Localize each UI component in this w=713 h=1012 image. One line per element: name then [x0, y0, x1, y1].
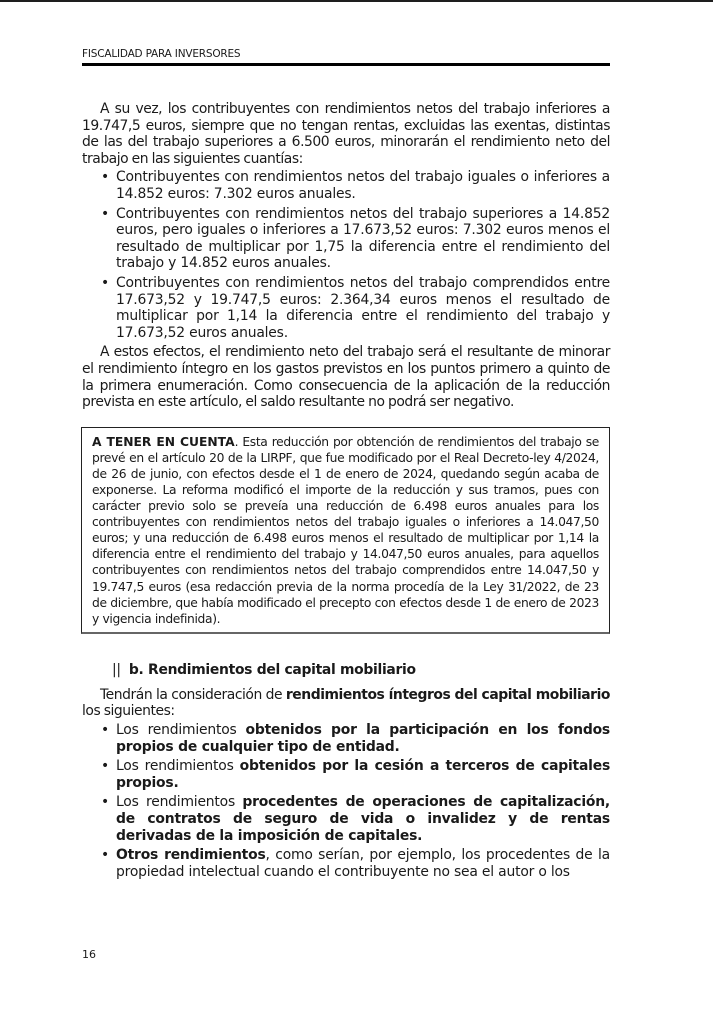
section-marker-icon: ||: [112, 661, 121, 678]
paragraph-intro: A su vez, los contribuyentes con rendimientos netos del trabajo inferiores a 19.747,5 euros, siempre que no tengan rentas, excluidas las exentas, distintas de las del trabajo superiores a 6.500 euros, minorarán el rendimiento neto del trabajo en las siguientes cuantías:: [82, 101, 610, 167]
bullet-icon: •: [101, 169, 109, 186]
item-text: Los rendimientos: [116, 758, 240, 775]
list-item: [101, 794, 610, 844]
paragraph-effects: A estos efectos, el rendimiento neto del trabajo será el resultante de minorar el rendimiento íntegro en los gastos previstos en los puntos primero a quinto de la primera enumeración. Como consecuencia de la aplicación de la reducción prevista en este artículo, el saldo resultante no podrá ser negativo.: [82, 344, 610, 411]
intro-text-end: los siguientes:: [82, 703, 175, 720]
bullet-icon: •: [101, 847, 109, 864]
item-bold-text: obtenidos por la cesión a terceros de capitales propios.: [116, 758, 611, 791]
capital-list: [82, 722, 610, 880]
list-item: [101, 847, 610, 880]
header-rule: [82, 63, 610, 66]
item-bold-text: procedentes de operaciones de capitalización, de contratos de seguro de vida o invalidez y de rentas derivadas de la imposición de capitales.: [116, 794, 610, 844]
note-text: [92, 434, 599, 627]
list-item: [101, 758, 611, 791]
section-title: b. Rendimientos del capital mobiliario: [128, 661, 416, 678]
item-text: Los rendimientos: [116, 722, 246, 738]
running-header: [82, 48, 610, 66]
running-title: FISCALIDAD PARA INVERSORES: [82, 48, 241, 60]
note-lead: A TENER EN CUENTA: [92, 434, 235, 449]
list-item: [101, 205, 610, 272]
bullet-icon: •: [101, 758, 109, 775]
list-item-text: Contribuyentes con rendimientos netos del trabajo iguales o inferiores a 14.852 euros: 7.302 euros anuales.: [116, 169, 610, 202]
bullet-icon: •: [101, 274, 109, 291]
list-item: [101, 169, 610, 202]
intro-bold-text: rendimientos íntegros del capital mobiliario: [285, 686, 610, 703]
item-bold-text: obtenidos por la participación en los fondos propios de cualquier tipo de entidad.: [116, 722, 610, 755]
bullet-icon: •: [101, 205, 109, 222]
note-body: . Esta reducción por obtención de rendimientos del trabajo se prevé en el artículo 20 de la LIRPF, que fue modificado por el Real Decreto-ley 4/2024, de 26 de junio, con efectos desde el 1 de enero de 2024, quedando según acaba de exponerse. La reforma modificó el importe de la reducción y sus tramos, pues con carácter previo solo se preveía una reducción de 6.498 euros anuales para los contribuyentes con rendimientos netos del trabajo iguales o inferiores a 14.047,50 euros; y una reducción de 6.498 euros menos el resultado de multiplicar por 1,14 la diferencia entre el rendimiento del trabajo y 14.047,50 euros anuales, para aquellos contribuyentes con rendimientos netos del trabajo comprendidos entre 14.047,50 y 19.747,5 euros (esa redacción previa de la norma procedía de la Ley 31/2022, de 23 de diciembre, que había modificado el precepto con efectos desde 1 de enero de 2023 y vigencia indefinida).: [92, 434, 599, 626]
bullet-icon: •: [101, 794, 109, 811]
page-number: 16: [82, 948, 96, 961]
list-item: [101, 722, 610, 755]
note-box: [81, 427, 610, 634]
item-text: Los rendimientos: [116, 794, 243, 811]
bullet-icon: •: [101, 722, 109, 738]
paragraph-section-intro: [82, 687, 610, 720]
list-item: [101, 274, 610, 341]
section-heading: [112, 662, 610, 679]
intro-text: Tendrán la consideración de: [100, 686, 286, 703]
reduction-list: [82, 169, 610, 341]
page-content: [82, 101, 610, 883]
item-bold-text: Otros rendimientos: [116, 847, 266, 864]
list-item-text: Contribuyentes con rendimientos netos del trabajo superiores a 14.852 euros, pero iguales o inferiores a 17.673,52 euros: 7.302 euros menos el resultado de multiplicar por 1,75 la diferencia entre el rendimiento del trabajo y 14.852 euros anuales.: [116, 205, 610, 272]
item-text-end: , como serían, por ejemplo, los procedentes de la propiedad intelectual cuando el contribuyente no sea el autor o los: [116, 847, 610, 880]
list-item-text: Contribuyentes con rendimientos netos del trabajo comprendidos entre 17.673,52 y 19.747,5 euros: 2.364,34 euros menos el resultado de multiplicar por 1,14 la diferencia entre el rendimiento del trabajo y 17.673,52 euros anuales.: [116, 274, 610, 341]
top-border: [0, 0, 713, 2]
